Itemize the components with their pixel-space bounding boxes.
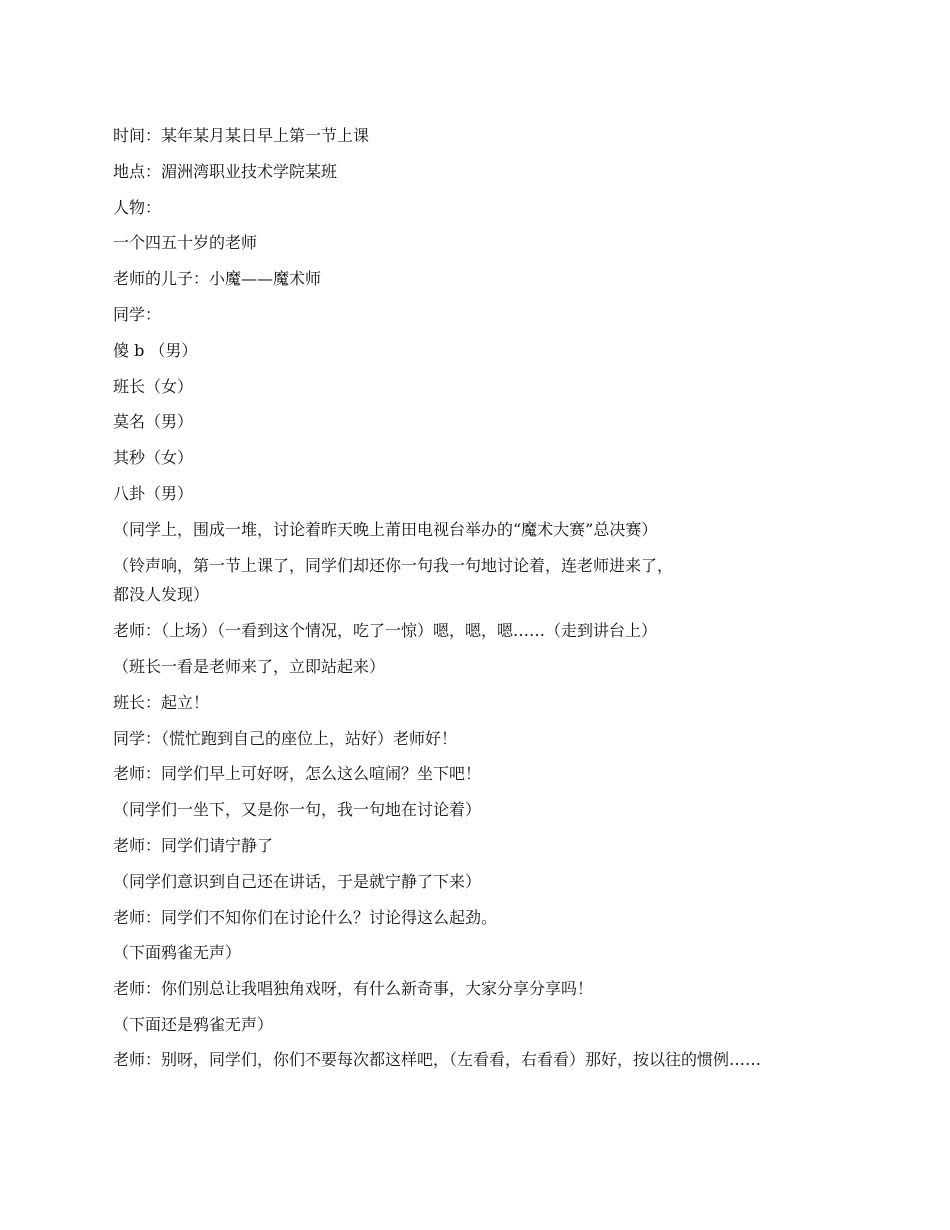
text-line-character-3: 莫名（男） xyxy=(113,412,194,432)
text-line-dialogue: 同学：（慌忙跑到自己的座位上，站好）老师好！ xyxy=(113,728,458,748)
text-line-stage-direction: （下面还是鸦雀无声） xyxy=(113,1014,274,1034)
text-line-stage-direction: （同学们意识到自己还在讲话，于是就宁静了下来） xyxy=(113,871,482,891)
text-line-time: 时间：某年某月某日早上第一节上课 xyxy=(113,126,370,145)
text-line-character-1: 傻 b （男） xyxy=(113,340,198,360)
text-line-place: 地点：湄洲湾职业技术学院某班 xyxy=(113,161,338,181)
script-text xyxy=(113,124,828,1083)
text-line-character-2: 班长（女） xyxy=(113,376,194,396)
text-line-stage-direction: （下面鸦雀无声） xyxy=(113,943,242,963)
text-line-character-4: 其秒（女） xyxy=(113,448,194,468)
text-line-dialogue: 老师：你们别总让我唱独角戏呀，有什么新奇事，大家分享分享吗！ xyxy=(113,979,594,999)
text-line-stage-direction: （同学上，围成一堆，讨论着昨天晚上莆田电视台举办的“魔术大赛”总决赛） xyxy=(113,519,658,539)
text-line-teacher-son: 老师的儿子：小魔——魔术师 xyxy=(113,269,322,289)
text-line-character-5: 八卦（男） xyxy=(113,483,194,503)
text-line-teacher: 一个四五十岁的老师 xyxy=(113,233,258,253)
text-line-stage-direction: （同学们一坐下，又是你一句，我一句地在讨论着） xyxy=(113,800,482,820)
text-line-dialogue: 班长：起立！ xyxy=(113,692,210,712)
text-line-dialogue: 老师：同学们早上可好呀，怎么这么喧闹？坐下吧！ xyxy=(113,764,482,784)
text-line-dialogue: 老师：别呀，同学们，你们不要每次都这样吧，（左看看，右看看）那好，按以往的惯例…… xyxy=(113,1049,762,1069)
text-line-stage-direction-continued: 都没人发现） xyxy=(113,585,210,605)
text-line-dialogue: 老师：（上场）（一看到这个情况，吃了一惊）嗯，嗯，嗯……（走到讲台上） xyxy=(113,621,658,641)
text-line-stage-direction: （铃声响，第一节上课了，同学们却还你一句我一句地讨论着，连老师进来了， xyxy=(113,555,674,575)
text-line-dialogue: 老师：同学们不知你们在讨论什么？讨论得这么起劲。 xyxy=(113,907,498,927)
text-line-dialogue: 老师：同学们请宁静了 xyxy=(113,835,274,855)
text-line-students-heading: 同学： xyxy=(113,304,162,324)
text-line-characters-heading: 人物： xyxy=(113,197,162,217)
text-line-stage-direction: （班长一看是老师来了，立即站起来） xyxy=(113,656,386,676)
